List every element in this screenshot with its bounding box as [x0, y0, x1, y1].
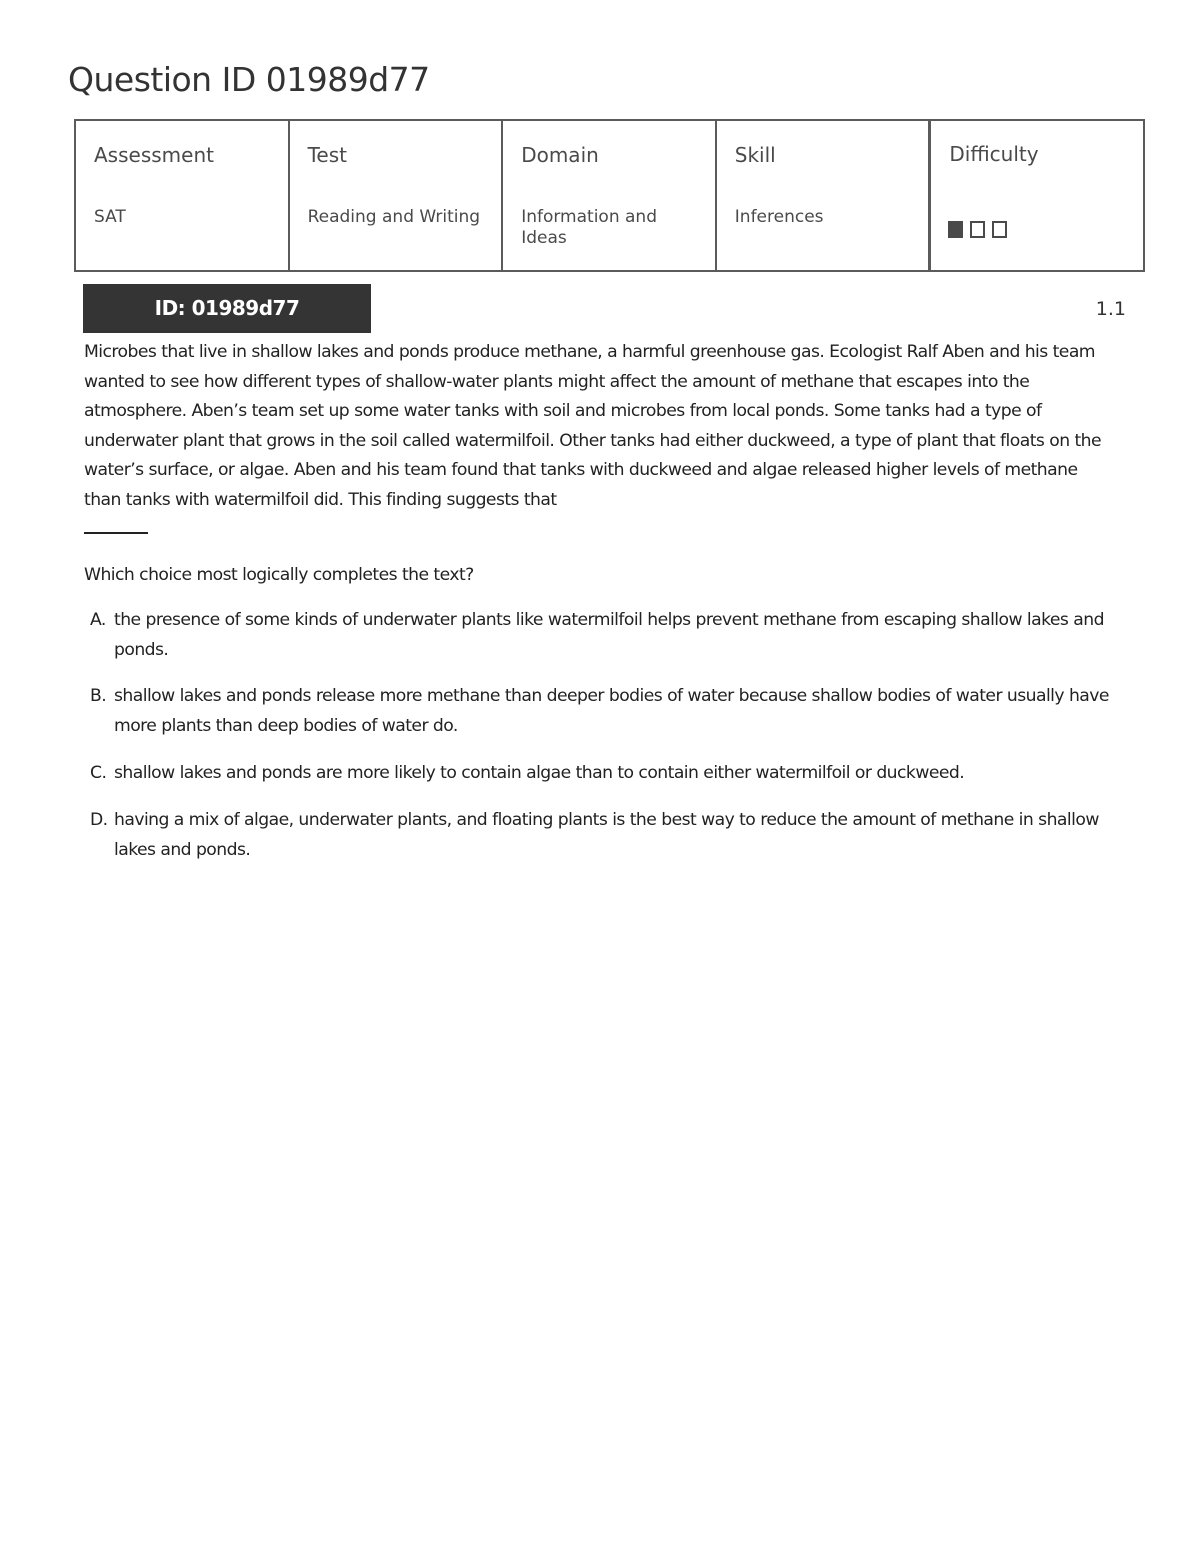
difficulty-label: Difficulty: [949, 142, 1039, 166]
choice-text: shallow lakes and ponds are more likely to contain algae than to contain either watermilfoil or duckweed.: [114, 763, 965, 783]
question-number: 1.1: [1095, 298, 1126, 320]
skill-value: Inferences: [734, 207, 824, 227]
assessment-cell: [76, 121, 290, 270]
choice-letter: D.: [90, 810, 108, 830]
difficulty-box-filled: [948, 221, 963, 238]
question-metadata-table: [74, 119, 1145, 272]
domain-cell: [503, 121, 717, 270]
skill-label: Skill: [734, 143, 776, 167]
test-cell: [290, 121, 504, 270]
choice-b[interactable]: [90, 682, 1120, 741]
choice-letter: C.: [90, 763, 107, 783]
passage-text: Microbes that live in shallow lakes and ponds produce methane, a harmful greenhouse gas. Ecologist Ralf Aben and his team wanted to see how different types of shallow-water plants might affect the amount of methane that escapes into the atmosphere. Aben’s team set up some water tanks with soil and microbes from local ponds. Some tanks had a type of underwater plant that grows in the soil called watermilfoil. Other tanks had either duckweed, a type of plant that floats on the water’s surface, or algae. Aben and his team found that tanks with duckweed and algae released higher levels of methane than tanks with watermilfoil did. This finding suggests that: [84, 342, 1102, 510]
assessment-value: SAT: [94, 207, 126, 227]
skill-cell: [717, 121, 931, 270]
domain-label: Domain: [521, 143, 599, 167]
answer-blank: [84, 532, 148, 534]
page-title: Question ID 01989d77: [68, 60, 430, 99]
difficulty-box-empty: [992, 221, 1007, 238]
choice-a[interactable]: [90, 606, 1120, 665]
choice-text: having a mix of algae, underwater plants, and floating plants is the best way to reduce the amount of methane in shallow lakes and ponds.: [114, 810, 1099, 860]
difficulty-cell: [930, 119, 1143, 270]
question-prompt: Which choice most logically completes the text?: [84, 565, 474, 585]
choice-text: shallow lakes and ponds release more methane than deeper bodies of water because shallow bodies of water usually have more plants than deep bodies of water do.: [114, 686, 1109, 736]
test-label: Test: [307, 143, 347, 167]
test-value: Reading and Writing: [307, 207, 481, 227]
difficulty-indicator: [948, 221, 1007, 238]
domain-value: Information and Ideas: [521, 207, 657, 248]
choice-d[interactable]: [90, 806, 1120, 865]
choice-letter: B.: [90, 686, 107, 706]
question-id-banner: ID: 01989d77: [83, 284, 371, 333]
assessment-label: Assessment: [94, 143, 214, 167]
choice-text: the presence of some kinds of underwater plants like watermilfoil helps prevent methane from escaping shallow lakes and ponds.: [114, 610, 1104, 660]
choice-letter: A.: [90, 610, 106, 630]
difficulty-box-empty: [970, 221, 985, 238]
choice-c[interactable]: [90, 759, 1120, 789]
